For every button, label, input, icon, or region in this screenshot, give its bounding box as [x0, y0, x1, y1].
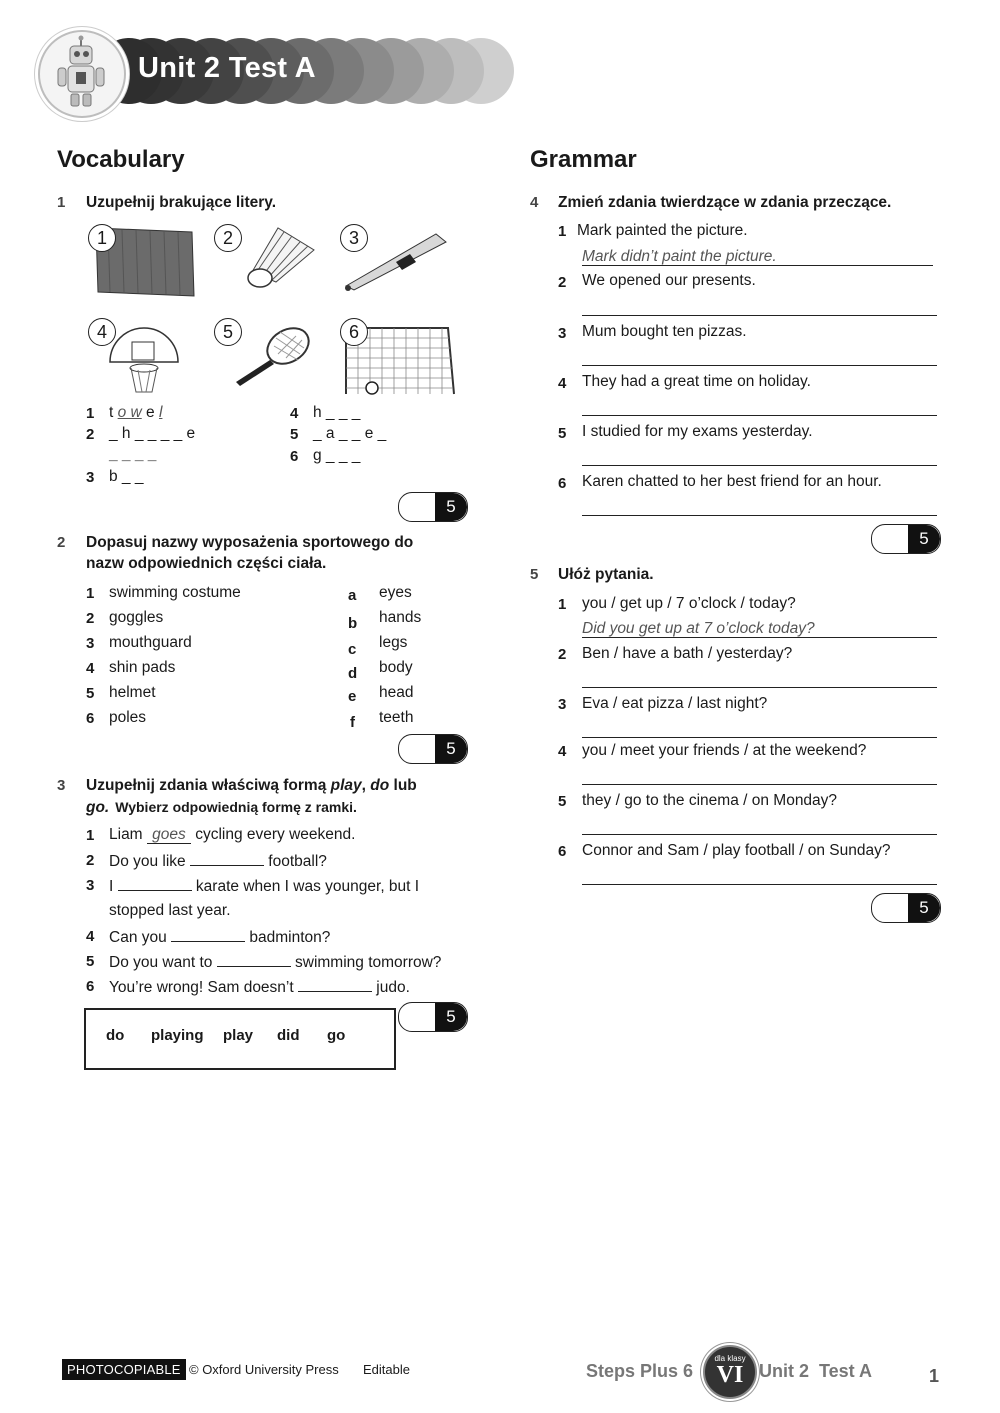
answer-blank[interactable]	[118, 876, 192, 891]
item-letter: e	[348, 688, 357, 705]
sentence-item: they / go to the cinema / on Monday?	[582, 792, 838, 809]
question-instruction: Uzupełnij zdania właściwą formą play, do lub	[86, 777, 417, 794]
equipment-item: swimming costume	[109, 584, 241, 601]
answer-line[interactable]	[582, 515, 937, 516]
body-part-item: hands	[379, 609, 422, 626]
answer-line[interactable]	[582, 365, 937, 366]
item-number: 1	[86, 405, 95, 422]
score-box[interactable]	[398, 492, 468, 522]
body-part-item: legs	[379, 634, 408, 651]
question-instruction: Dopasuj nazwy wyposażenia sportowego do	[86, 534, 414, 551]
score-max: 5	[908, 894, 940, 922]
example-answer: o w	[117, 404, 142, 421]
answer-line[interactable]	[582, 265, 933, 266]
item-number: 1	[558, 596, 567, 613]
section-heading-grammar: Grammar	[530, 146, 637, 173]
equipment-item: shin pads	[109, 659, 176, 676]
body-part-item: teeth	[379, 709, 414, 726]
item-number: 2	[558, 274, 567, 291]
sentence-item: Can you badminton?	[109, 929, 331, 946]
score-max: 5	[435, 735, 467, 763]
item-number: 3	[558, 325, 567, 342]
word-item: _ h _ _ _ _ e	[109, 425, 196, 442]
course-name: Steps Plus 6	[586, 1361, 694, 1381]
editable-text: Editable	[363, 1362, 410, 1377]
equipment-item: poles	[109, 709, 147, 726]
section-heading-vocabulary: Vocabulary	[57, 146, 185, 173]
score-box[interactable]	[871, 893, 941, 923]
word-item: b _ _	[109, 468, 144, 485]
word-box-item: do	[106, 1027, 125, 1044]
item-number: 6	[558, 843, 567, 860]
word-box-item: did	[277, 1027, 300, 1044]
picture-number: 2	[214, 224, 242, 252]
body-part-item: eyes	[379, 584, 412, 601]
question-instruction-line2: nazw odpowiednich części ciała.	[86, 555, 327, 572]
sentence-item: Eva / eat pizza / last night?	[582, 695, 768, 712]
sentence-item: Mum bought ten pizzas.	[582, 323, 747, 340]
item-number: 1	[86, 827, 95, 844]
item-number: 6	[86, 978, 95, 995]
question-instruction: Uzupełnij brakujące litery.	[86, 194, 277, 211]
answer-line[interactable]	[582, 687, 937, 688]
equipment-item: mouthguard	[109, 634, 192, 651]
copyright-text: © Oxford University Press	[189, 1362, 339, 1377]
item-number: 4	[86, 660, 95, 677]
score-max: 5	[908, 525, 940, 553]
word-box-item: playing	[151, 1027, 204, 1044]
sentence-item: They had a great time on holiday.	[582, 373, 811, 390]
sentence-item: Do you want to swimming tomorrow?	[109, 954, 442, 971]
item-number: 6	[86, 710, 95, 727]
picture-number: 3	[340, 224, 368, 252]
item-number: 1	[558, 223, 567, 240]
item-number: 5	[558, 425, 567, 442]
item-number: 4	[558, 743, 567, 760]
answer-line[interactable]	[582, 784, 937, 785]
question-number: 4	[530, 194, 539, 211]
equipment-item: helmet	[109, 684, 156, 701]
item-number: 5	[558, 793, 567, 810]
answer-blank[interactable]	[171, 927, 245, 942]
question-number: 3	[57, 777, 66, 794]
question-number: 1	[57, 194, 66, 211]
item-number: 4	[290, 405, 299, 422]
picture-number: 1	[88, 224, 116, 252]
word-item: _ a _ _ e _	[313, 425, 387, 442]
word-item: g _ _ _	[313, 447, 361, 464]
item-number: 5	[86, 685, 95, 702]
answer-blank[interactable]	[217, 952, 291, 967]
picture-number: 4	[88, 318, 116, 346]
body-part-item: body	[379, 659, 413, 676]
sentence-item: Liam goes cycling every weekend.	[109, 826, 356, 843]
item-number: 2	[558, 646, 567, 663]
score-max: 5	[435, 1003, 467, 1031]
example-answer: goes	[147, 826, 191, 844]
question-number: 2	[57, 534, 66, 551]
answer-line[interactable]	[582, 415, 937, 416]
item-number: 2	[86, 852, 95, 869]
item-number: 4	[558, 375, 567, 392]
score-box[interactable]	[398, 734, 468, 764]
item-number: 5	[86, 953, 95, 970]
shuttlecock-picture	[238, 220, 318, 290]
answer-line[interactable]	[582, 465, 937, 466]
item-letter: a	[348, 587, 357, 604]
answer-line[interactable]	[582, 637, 937, 638]
answer-line[interactable]	[582, 834, 937, 835]
item-number: 5	[290, 426, 299, 443]
answer-line[interactable]	[582, 884, 937, 885]
sentence-item: Karen chatted to her best friend for an hour.	[582, 473, 882, 490]
item-number: 1	[86, 585, 95, 602]
item-number: 3	[86, 469, 95, 486]
example-answer: Did you get up at 7 o’clock today?	[582, 620, 815, 637]
word-item: h _ _ _	[313, 404, 361, 421]
sentence-item: We opened our presents.	[582, 272, 756, 289]
robot-logo-icon	[38, 30, 126, 118]
sentence-item: You’re wrong! Sam doesn’t judo.	[109, 979, 410, 996]
score-box[interactable]	[871, 524, 941, 554]
sentence-item: Ben / have a bath / yesterday?	[582, 645, 793, 662]
score-max: 5	[435, 493, 467, 521]
item-number: 3	[86, 635, 95, 652]
question-instruction-line2: go. Wybierz odpowiednią formę z ramki.	[86, 799, 357, 816]
sentence-item-line2: stopped last year.	[109, 902, 231, 919]
word-box-item: go	[327, 1027, 346, 1044]
item-letter: c	[348, 641, 357, 658]
word-item-line2: _ _ _ _	[109, 446, 157, 463]
example-answer: Mark didn’t paint the picture.	[582, 248, 777, 265]
equipment-item: goggles	[109, 609, 164, 626]
question-number: 5	[530, 566, 539, 583]
page-number: 1	[929, 1366, 940, 1386]
picture-number: 6	[340, 318, 368, 346]
badge-small-text: dla klasy	[714, 1354, 746, 1363]
sentence-item: Mark painted the picture.	[577, 222, 748, 239]
basketball-hoop-picture	[104, 322, 184, 398]
question-instruction: Zmień zdania twierdzące w zdania przeczące.	[558, 194, 892, 211]
body-part-item: head	[379, 684, 414, 701]
picture-number: 5	[214, 318, 242, 346]
item-number: 3	[86, 877, 95, 894]
item-letter: d	[348, 665, 358, 682]
word-box-item: play	[223, 1027, 254, 1044]
item-number: 4	[86, 928, 95, 945]
sentence-item: I karate when I was younger, but I	[109, 878, 420, 895]
grade-badge-icon	[703, 1345, 757, 1399]
answer-blank[interactable]	[298, 977, 372, 992]
sentence-item: you / get up / 7 o’clock / today?	[582, 595, 796, 612]
item-number: 2	[86, 426, 95, 443]
item-number: 6	[558, 475, 567, 492]
score-box[interactable]	[398, 1002, 468, 1032]
photocopiable-label: PHOTOCOPIABLE	[62, 1359, 186, 1380]
answer-blank[interactable]	[190, 851, 264, 866]
sentence-item: I studied for my exams yesterday.	[582, 423, 813, 440]
item-number: 6	[290, 448, 299, 465]
sentence-item: Connor and Sam / play football / on Sunday?	[582, 842, 891, 859]
badge-numeral: VI	[716, 1362, 744, 1388]
item-number: 3	[558, 696, 567, 713]
word-item: t o w e l	[109, 404, 163, 421]
sentence-item: you / meet your friends / at the weekend?	[582, 742, 867, 759]
answer-line[interactable]	[582, 737, 937, 738]
item-letter: b	[348, 615, 358, 632]
question-instruction: Ułóż pytania.	[558, 566, 654, 583]
item-number: 2	[86, 610, 95, 627]
unit-label: Unit 2 Test A	[759, 1361, 873, 1381]
page-title: Unit 2 Test A	[138, 52, 316, 84]
answer-line[interactable]	[582, 315, 937, 316]
item-letter: f	[350, 714, 355, 731]
sentence-item: Do you like football?	[109, 853, 327, 870]
